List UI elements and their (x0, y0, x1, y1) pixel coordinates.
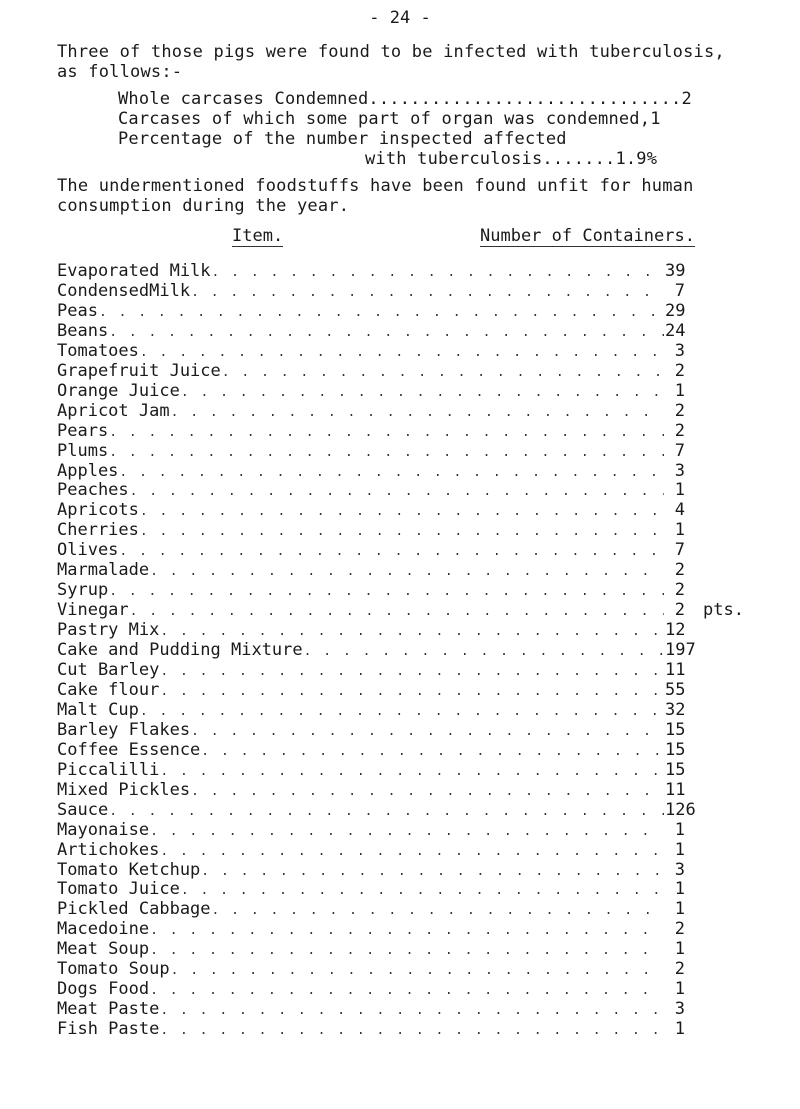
table-row (57, 421, 685, 443)
table-row (57, 939, 685, 961)
leader-dots (150, 943, 664, 958)
percentage-line-2 (365, 149, 657, 169)
row-item-name: Barley Flakes (57, 719, 191, 740)
table-row (57, 879, 685, 901)
row-number-of-containers: 2 (674, 580, 685, 601)
leader-dots (160, 624, 664, 639)
row-item-name: Artichokes (57, 839, 160, 860)
row-number-of-containers: 1 (674, 979, 685, 1000)
row-number-of-containers: 1 (674, 380, 685, 401)
leader-dots (160, 1023, 664, 1038)
leader-dots (201, 744, 664, 759)
leader-dots (119, 465, 664, 480)
row-item-name: Coffee Essence (57, 739, 201, 760)
row-item-name: CondensedMilk (57, 280, 191, 301)
leader-dots (109, 325, 664, 340)
whole-carcases-line (118, 89, 692, 109)
leader-dots (160, 1003, 664, 1018)
row-item-name: Pears (57, 420, 109, 441)
column-header-number: Number of Containers. (480, 226, 695, 246)
row-number-of-containers: 197 (665, 640, 696, 661)
leader-dots (109, 445, 664, 460)
table-row (57, 919, 685, 941)
table-row (57, 799, 696, 822)
row-item-name: Apricots (57, 500, 139, 521)
leader-dots (130, 604, 664, 619)
table-row (57, 580, 685, 602)
row-number-of-containers: 7 (674, 280, 685, 301)
row-number-of-containers: 15 (665, 739, 686, 760)
row-item-name: Syrup (57, 580, 109, 601)
table-row (57, 720, 685, 742)
row-number-of-containers: 3 (674, 999, 685, 1020)
row-number-of-containers: 39 (665, 261, 686, 281)
table-row (57, 500, 685, 522)
vinegar-unit: pts. (703, 600, 744, 621)
leader-dots (130, 484, 664, 499)
leader-dots (181, 385, 664, 400)
row-number-of-containers: 15 (665, 719, 686, 740)
leader-dots (150, 564, 664, 579)
leader-dots (109, 584, 664, 599)
table-row (57, 401, 685, 423)
whole-carcases-value: 2 (681, 89, 692, 109)
row-item-name: Mayonaise (57, 819, 150, 840)
row-item-name: Vinegar (57, 600, 129, 621)
table-row (57, 959, 685, 981)
leader-dots (119, 544, 664, 559)
row-number-of-containers: 32 (665, 699, 686, 720)
row-number-of-containers: 29 (665, 300, 686, 321)
column-header-item: Item. (232, 226, 284, 246)
leader-dots (201, 864, 664, 879)
leader-dots (109, 804, 664, 819)
row-number-of-containers: 2 (674, 360, 685, 381)
row-item-name: Cake flour (57, 679, 160, 700)
table-row (57, 381, 685, 403)
intro-line-1: Three of those pigs were found to be infected with tuberculosis, (57, 42, 725, 62)
table-row (57, 441, 685, 463)
row-item-name: Cherries (57, 520, 139, 541)
leader-dots (109, 425, 664, 440)
row-item-name: Beans (57, 320, 109, 341)
row-number-of-containers: 1 (674, 819, 685, 840)
whole-carcases-label: Whole carcases Condemned.............................. (118, 89, 682, 109)
row-number-of-containers: 1 (674, 520, 685, 541)
row-item-name: Cut Barley (57, 660, 160, 680)
row-item-name: Plums (57, 440, 109, 461)
leader-dots (140, 345, 664, 360)
row-number-of-containers: 1 (674, 480, 685, 501)
row-item-name: Apricot Jam (57, 400, 170, 421)
leader-dots (150, 983, 664, 998)
row-item-name: Tomato Ketchup (57, 859, 201, 880)
row-number-of-containers: 12 (665, 620, 686, 641)
row-number-of-containers: 3 (674, 460, 685, 481)
row-item-name: Cake and Pudding Mixture (57, 640, 303, 661)
table-row (57, 1019, 685, 1041)
table-row (57, 261, 685, 283)
row-number-of-containers: 1 (674, 899, 685, 920)
table-row (57, 999, 685, 1021)
row-number-of-containers: 126 (665, 799, 696, 820)
leader-dots (160, 844, 664, 859)
leader-dots (171, 963, 664, 978)
table-row (57, 560, 685, 582)
percentage-value: 1.9% (615, 149, 658, 169)
leader-dots (150, 824, 664, 839)
page-number: - 24 - (369, 8, 431, 28)
table-row (57, 899, 685, 921)
leader-dots (222, 365, 664, 380)
row-item-name: Fish Paste (57, 1019, 160, 1040)
row-number-of-containers: 2 (674, 400, 685, 421)
table-row (57, 341, 685, 363)
part-condemned-label: Carcases of which some part of organ was condemned, (118, 109, 651, 129)
row-item-name: Meat Paste (57, 999, 160, 1020)
leader-dots (304, 644, 664, 659)
row-number-of-containers: 7 (674, 540, 685, 561)
table-row (57, 820, 685, 842)
leader-dots (191, 784, 664, 799)
row-number-of-containers: 7 (674, 440, 685, 461)
row-number-of-containers: 1 (674, 939, 685, 960)
row-number-of-containers: 1 (674, 879, 685, 900)
table-row (57, 780, 685, 802)
row-item-name: Piccalilli (57, 759, 160, 780)
leader-dots (160, 684, 664, 699)
row-item-name: Marmalade (57, 560, 150, 581)
row-number-of-containers: 2 (674, 959, 685, 980)
leader-dots (160, 764, 664, 779)
row-item-name: Evaporated Milk (57, 261, 211, 281)
leader-dots (212, 265, 664, 280)
row-number-of-containers: 1 (674, 1019, 685, 1040)
leader-dots (140, 704, 664, 719)
table-row (57, 660, 685, 682)
row-item-name: Apples (57, 460, 119, 481)
row-number-of-containers: 4 (674, 500, 685, 521)
row-number-of-containers: 2 (674, 600, 685, 621)
row-number-of-containers: 15 (665, 759, 686, 780)
row-number-of-containers: 3 (674, 859, 685, 880)
table-row (57, 480, 685, 502)
row-item-name: Malt Cup (57, 699, 139, 720)
percentage-label: with tuberculosis....... (365, 149, 616, 169)
table-row (57, 361, 685, 383)
percentage-line-1: Percentage of the number inspected affected (118, 129, 567, 149)
table-row (57, 640, 696, 662)
leader-dots (191, 285, 664, 300)
leader-dots (181, 883, 664, 898)
row-item-name: Pickled Cabbage (57, 899, 211, 920)
row-item-name: Meat Soup (57, 939, 150, 960)
row-item-name: Tomato Soup (57, 959, 170, 980)
part-condemned-value: 1 (650, 109, 661, 129)
leader-dots (140, 504, 664, 519)
row-number-of-containers: 2 (674, 560, 685, 581)
row-item-name: Peas (57, 300, 98, 321)
leader-dots (171, 405, 664, 420)
table-row (57, 840, 685, 862)
row-item-name: Tomato Juice (57, 879, 180, 900)
table-row (57, 680, 685, 702)
table-row (57, 600, 685, 622)
row-item-name: Macedoine (57, 919, 150, 940)
table-row (57, 760, 685, 782)
table-row (57, 860, 685, 882)
leader-dots (160, 664, 664, 679)
row-number-of-containers: 2 (674, 919, 685, 940)
row-number-of-containers: 11 (665, 779, 686, 800)
leader-dots (212, 903, 664, 918)
row-number-of-containers: 11 (665, 660, 686, 680)
row-number-of-containers: 55 (665, 679, 686, 700)
part-condemned-line (118, 109, 661, 129)
row-item-name: Mixed Pickles (57, 779, 191, 800)
row-item-name: Olives (57, 540, 119, 561)
row-item-name: Dogs Food (57, 979, 150, 1000)
row-item-name: Sauce (57, 799, 109, 820)
leader-dots (191, 724, 664, 739)
row-number-of-containers: 2 (674, 420, 685, 441)
leader-dots (150, 923, 664, 938)
table-row (57, 620, 685, 642)
row-number-of-containers: 24 (665, 320, 686, 341)
row-item-name: Tomatoes (57, 340, 139, 361)
table-row (57, 700, 685, 722)
row-item-name: Orange Juice (57, 380, 180, 401)
table-row (57, 740, 685, 762)
row-number-of-containers: 3 (674, 340, 685, 361)
table-row (57, 520, 685, 542)
row-item-name: Peaches (57, 480, 129, 501)
leader-dots (140, 524, 664, 539)
table-row (57, 540, 685, 562)
row-item-name: Grapefruit Juice (57, 360, 221, 381)
table-row (57, 321, 685, 343)
foodstuffs-line-1: The undermentioned foodstuffs have been found unfit for human (57, 176, 694, 196)
leader-dots (99, 305, 664, 320)
table-row (57, 461, 685, 483)
table-row (57, 281, 685, 303)
intro-line-2: as follows:- (57, 62, 183, 82)
foodstuffs-line-2: consumption during the year. (57, 196, 350, 216)
row-number-of-containers: 1 (674, 839, 685, 860)
table-row (57, 301, 685, 323)
row-item-name: Pastry Mix (57, 620, 160, 641)
table-row (57, 979, 685, 1001)
